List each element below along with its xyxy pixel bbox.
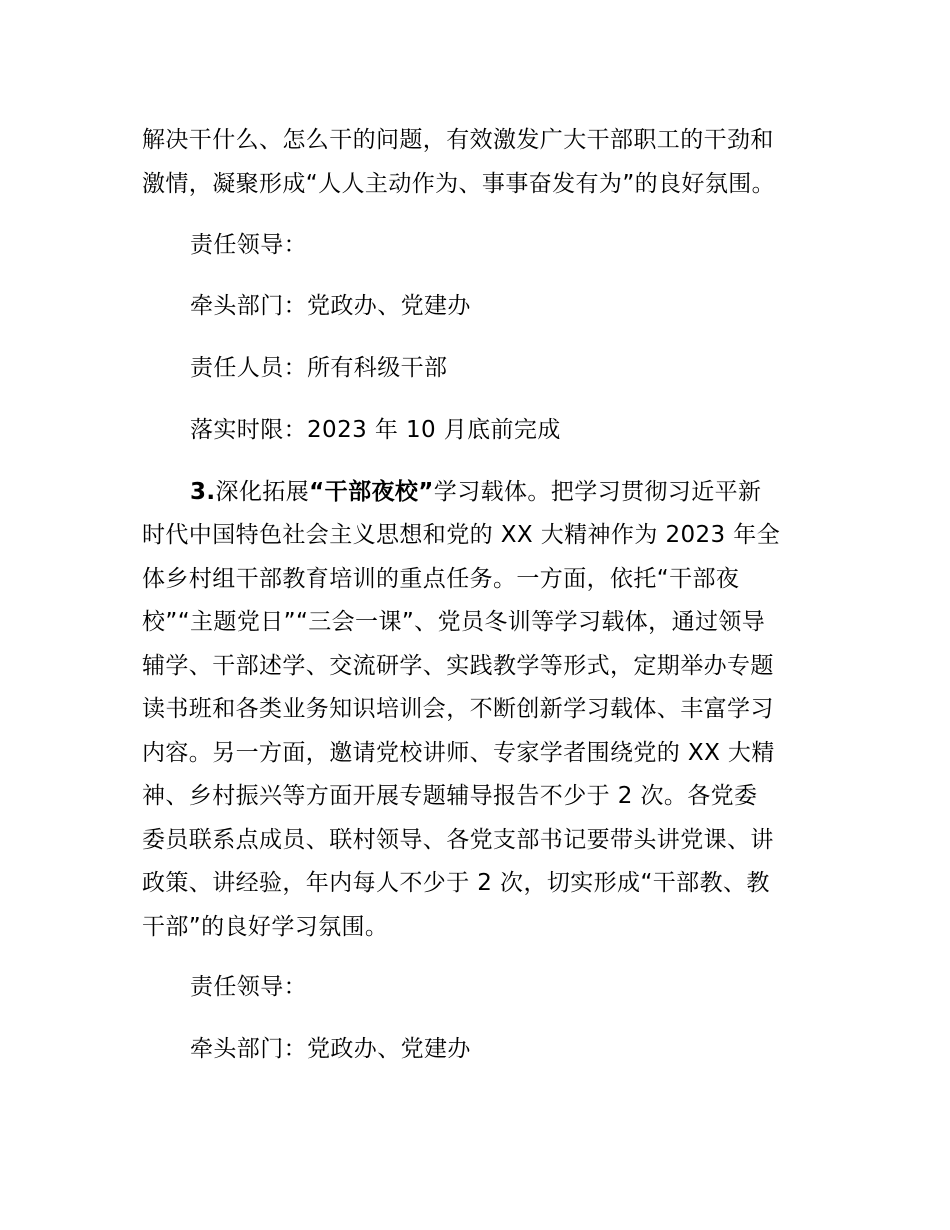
paragraph-line: 辅学、干部述学、交流研学、实践教学等形式，定期举办专题 [142,653,774,679]
item-3-heading-text: 深化拓展 [215,479,310,505]
paragraph-line: 体乡村组干部教育培训的重点任务。一方面，依托“干部夜 [142,566,740,592]
paragraph-line: 时代中国特色社会主义思想和党的 XX 大精神作为 2023 年全 [142,522,781,548]
paragraph-line: 读书班和各类业务知识培训会，不断创新学习载体、丰富学习 [142,696,774,722]
paragraph-line: 内容。另一方面，邀请党校讲师、专家学者围绕党的 XX 大精 [142,740,775,766]
lead-department-line: 牵头部门：党政办、党建办 [190,293,471,319]
item-3-heading [190,477,761,507]
paragraph-line: 委员联系点成员、联村领导、各党支部书记要带头讲党课、讲 [142,827,774,853]
paragraph-line: 神、乡村振兴等方面开展专题辅导报告不少于 2 次。各党委 [142,783,758,809]
item-3-number: 3. [190,479,216,505]
item-3-heading-quote: “干部夜校” [309,479,434,505]
responsible-leader-label: 责任领导： [190,974,307,1000]
paragraph-line: 校”“主题党日”“三会一课”、党员冬训等学习载体，通过领导 [142,609,766,635]
paragraph-line: 政策、讲经验，年内每人不少于 2 次，切实形成“干部教、教 [142,870,770,896]
paragraph-line: 激情，凝聚形成“人人主动作为、事事奋发有为”的良好氛围。 [142,171,776,197]
responsible-staff-line: 责任人员：所有科级干部 [190,355,448,381]
item-3-heading-rest: 学习载体。把学习贯彻习近平新 [433,479,762,505]
lead-department-line: 牵头部门：党政办、党建办 [190,1036,471,1062]
paragraph-line: 解决干什么、怎么干的问题，有效激发广大干部职工的干劲和 [142,127,774,153]
paragraph-line: 干部”的良好学习氛围。 [142,914,389,940]
responsible-leader-label: 责任领导： [190,232,307,258]
deadline-line: 落实时限：2023 年 10 月底前完成 [190,417,561,443]
